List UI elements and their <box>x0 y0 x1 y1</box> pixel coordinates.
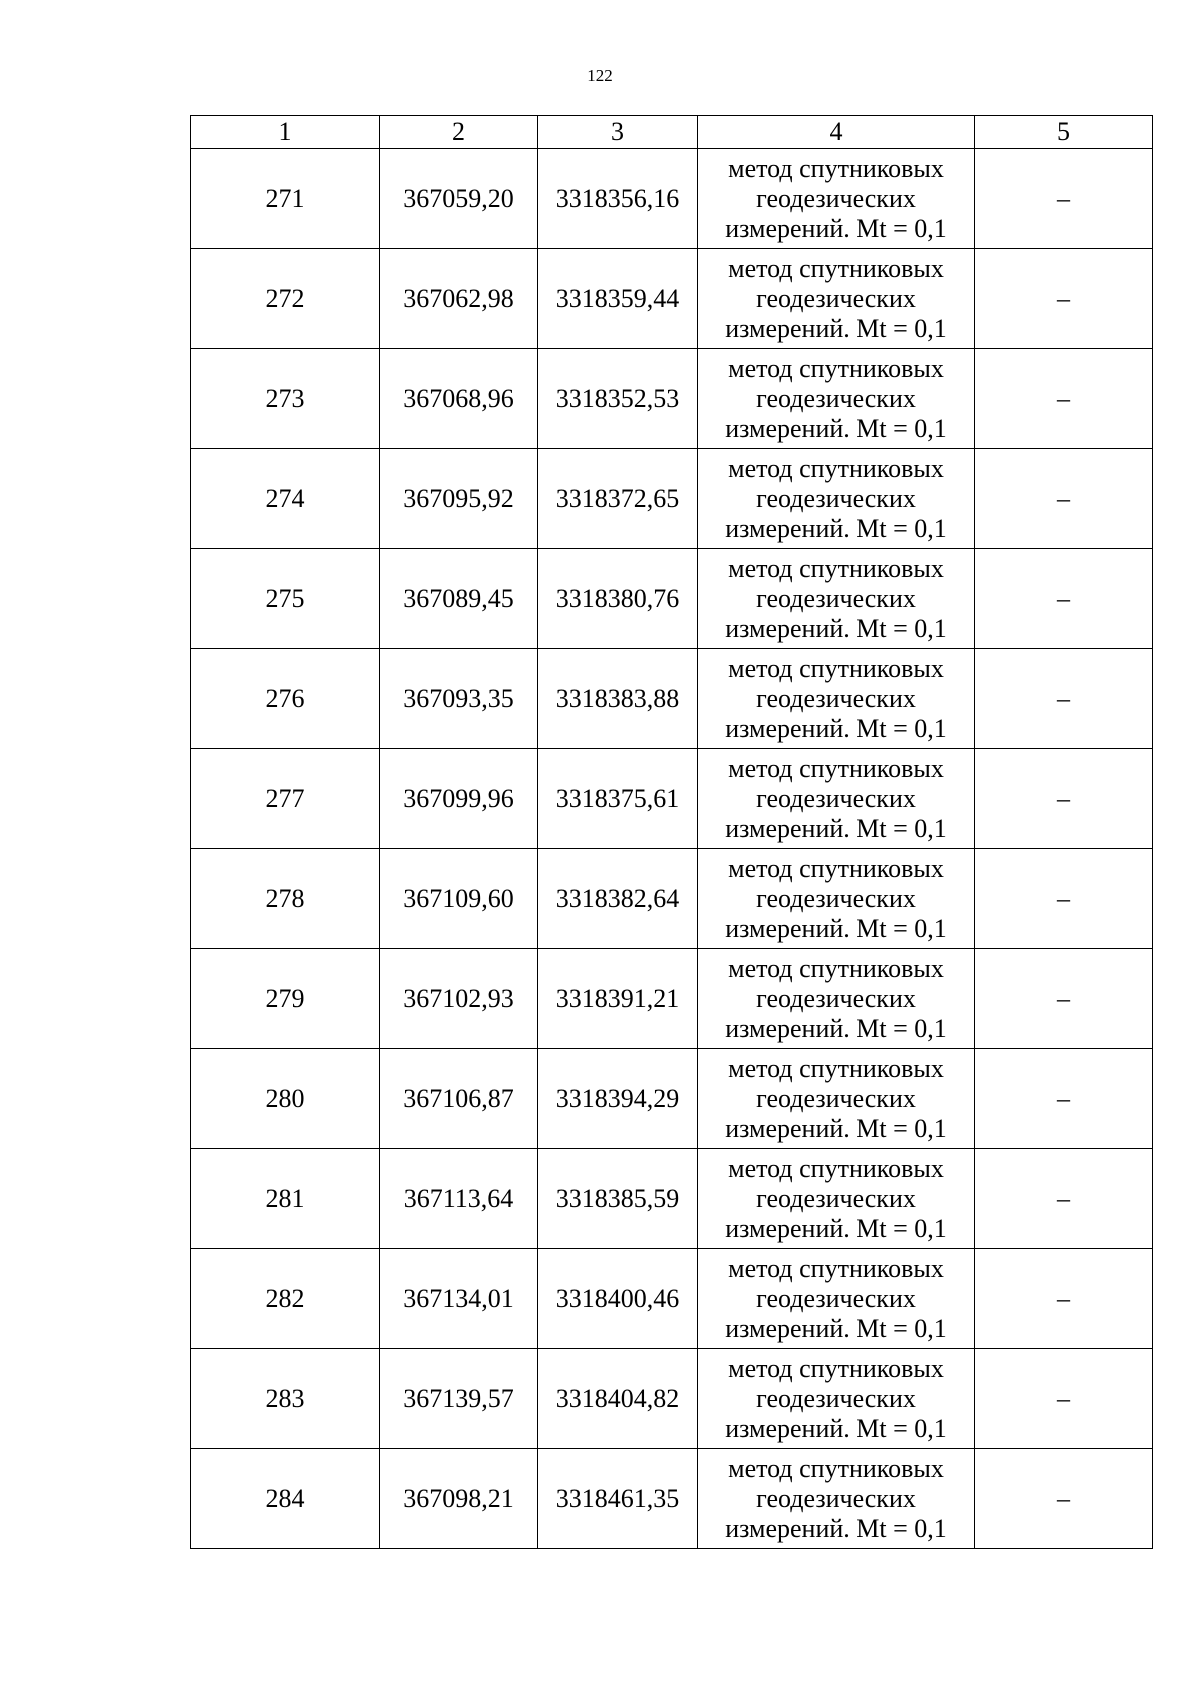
table-row <box>191 1149 1153 1249</box>
point-number-cell: 281 <box>191 1149 380 1249</box>
method-line: измерений. Mt = 0,1 <box>725 513 947 543</box>
x-coordinate-cell: 367098,21 <box>380 1449 538 1549</box>
coordinates-table <box>190 115 1153 1549</box>
x-coordinate-cell: 367068,96 <box>380 349 538 449</box>
method-line: измерений. Mt = 0,1 <box>725 1113 947 1143</box>
method-line: метод спутниковых <box>728 853 944 883</box>
y-coordinate-cell: 3318394,29 <box>538 1049 698 1149</box>
method-line: метод спутниковых <box>728 1353 944 1383</box>
point-number-cell: 278 <box>191 849 380 949</box>
table-row <box>191 1449 1153 1549</box>
point-number-cell: 283 <box>191 1349 380 1449</box>
y-coordinate-cell: 3318383,88 <box>538 649 698 749</box>
point-number-cell: 276 <box>191 649 380 749</box>
x-coordinate-cell: 367095,92 <box>380 449 538 549</box>
x-coordinate-cell: 367099,96 <box>380 749 538 849</box>
x-coordinate-cell: 367139,57 <box>380 1349 538 1449</box>
y-coordinate-cell: 3318391,21 <box>538 949 698 1049</box>
table-row <box>191 749 1153 849</box>
header-row <box>191 116 1153 149</box>
method-cell <box>698 1049 975 1149</box>
method-cell <box>698 1449 975 1549</box>
y-coordinate-cell: 3318404,82 <box>538 1349 698 1449</box>
point-number-cell: 280 <box>191 1049 380 1149</box>
method-line: метод спутниковых <box>728 953 944 983</box>
method-line: геодезических <box>756 1183 916 1213</box>
x-coordinate-cell: 367089,45 <box>380 549 538 649</box>
note-cell: – <box>975 1049 1153 1149</box>
point-number-cell: 279 <box>191 949 380 1049</box>
point-number-cell: 271 <box>191 149 380 249</box>
y-coordinate-cell: 3318400,46 <box>538 1249 698 1349</box>
method-line: метод спутниковых <box>728 353 944 383</box>
x-coordinate-cell: 367102,93 <box>380 949 538 1049</box>
method-line: измерений. Mt = 0,1 <box>725 413 947 443</box>
y-coordinate-cell: 3318375,61 <box>538 749 698 849</box>
table-row <box>191 449 1153 549</box>
method-line: геодезических <box>756 483 916 513</box>
x-coordinate-cell: 367093,35 <box>380 649 538 749</box>
method-line: геодезических <box>756 1483 916 1513</box>
y-coordinate-cell: 3318352,53 <box>538 349 698 449</box>
method-cell <box>698 1249 975 1349</box>
table-row <box>191 1349 1153 1449</box>
point-number-cell: 284 <box>191 1449 380 1549</box>
y-coordinate-cell: 3318382,64 <box>538 849 698 949</box>
method-cell <box>698 549 975 649</box>
table-row <box>191 949 1153 1049</box>
x-coordinate-cell: 367113,64 <box>380 1149 538 1249</box>
y-coordinate-cell: 3318372,65 <box>538 449 698 549</box>
y-coordinate-cell: 3318385,59 <box>538 1149 698 1249</box>
table-row <box>191 1249 1153 1349</box>
point-number-cell: 273 <box>191 349 380 449</box>
table-body <box>191 116 1153 1549</box>
method-line: геодезических <box>756 283 916 313</box>
point-number-cell: 274 <box>191 449 380 549</box>
method-line: геодезических <box>756 383 916 413</box>
table-row <box>191 149 1153 249</box>
y-coordinate-cell: 3318356,16 <box>538 149 698 249</box>
table-row <box>191 1049 1153 1149</box>
method-cell <box>698 749 975 849</box>
method-line: измерений. Mt = 0,1 <box>725 1413 947 1443</box>
method-cell <box>698 649 975 749</box>
method-line: измерений. Mt = 0,1 <box>725 1213 947 1243</box>
method-line: измерений. Mt = 0,1 <box>725 1513 947 1543</box>
note-cell: – <box>975 949 1153 1049</box>
method-line: геодезических <box>756 883 916 913</box>
header-cell-2: 2 <box>380 116 538 149</box>
table-row <box>191 249 1153 349</box>
x-coordinate-cell: 367062,98 <box>380 249 538 349</box>
note-cell: – <box>975 249 1153 349</box>
method-cell <box>698 249 975 349</box>
table-row <box>191 849 1153 949</box>
method-line: геодезических <box>756 1383 916 1413</box>
method-line: измерений. Mt = 0,1 <box>725 1313 947 1343</box>
note-cell: – <box>975 349 1153 449</box>
header-cell-5: 5 <box>975 116 1153 149</box>
note-cell: – <box>975 1149 1153 1249</box>
note-cell: – <box>975 849 1153 949</box>
page-number: 122 <box>587 66 613 85</box>
note-cell: – <box>975 749 1153 849</box>
method-line: метод спутниковых <box>728 153 944 183</box>
note-cell: – <box>975 449 1153 549</box>
header-cell-4: 4 <box>698 116 975 149</box>
method-line: измерений. Mt = 0,1 <box>725 1013 947 1043</box>
method-line: метод спутниковых <box>728 253 944 283</box>
method-line: измерений. Mt = 0,1 <box>725 713 947 743</box>
method-line: метод спутниковых <box>728 653 944 683</box>
method-cell <box>698 449 975 549</box>
note-cell: – <box>975 149 1153 249</box>
y-coordinate-cell: 3318359,44 <box>538 249 698 349</box>
y-coordinate-cell: 3318380,76 <box>538 549 698 649</box>
method-cell <box>698 349 975 449</box>
point-number-cell: 277 <box>191 749 380 849</box>
method-cell <box>698 1349 975 1449</box>
method-line: геодезических <box>756 183 916 213</box>
x-coordinate-cell: 367109,60 <box>380 849 538 949</box>
table-row <box>191 649 1153 749</box>
method-line: измерений. Mt = 0,1 <box>725 913 947 943</box>
method-cell <box>698 949 975 1049</box>
point-number-cell: 272 <box>191 249 380 349</box>
header-cell-1: 1 <box>191 116 380 149</box>
x-coordinate-cell: 367059,20 <box>380 149 538 249</box>
method-line: геодезических <box>756 683 916 713</box>
y-coordinate-cell: 3318461,35 <box>538 1449 698 1549</box>
method-line: геодезических <box>756 783 916 813</box>
method-line: метод спутниковых <box>728 753 944 783</box>
point-number-cell: 275 <box>191 549 380 649</box>
method-line: метод спутниковых <box>728 453 944 483</box>
method-line: геодезических <box>756 583 916 613</box>
method-cell <box>698 1149 975 1249</box>
note-cell: – <box>975 1349 1153 1449</box>
method-line: геодезических <box>756 1283 916 1313</box>
method-line: метод спутниковых <box>728 1253 944 1283</box>
note-cell: – <box>975 1449 1153 1549</box>
method-line: измерений. Mt = 0,1 <box>725 313 947 343</box>
method-line: метод спутниковых <box>728 1453 944 1483</box>
header-cell-3: 3 <box>538 116 698 149</box>
method-line: метод спутниковых <box>728 1053 944 1083</box>
note-cell: – <box>975 1249 1153 1349</box>
method-line: измерений. Mt = 0,1 <box>725 813 947 843</box>
method-line: измерений. Mt = 0,1 <box>725 213 947 243</box>
method-line: измерений. Mt = 0,1 <box>725 613 947 643</box>
note-cell: – <box>975 549 1153 649</box>
method-line: геодезических <box>756 983 916 1013</box>
x-coordinate-cell: 367134,01 <box>380 1249 538 1349</box>
x-coordinate-cell: 367106,87 <box>380 1049 538 1149</box>
method-line: метод спутниковых <box>728 1153 944 1183</box>
table-row <box>191 549 1153 649</box>
table-row <box>191 349 1153 449</box>
method-cell <box>698 849 975 949</box>
note-cell: – <box>975 649 1153 749</box>
method-cell <box>698 149 975 249</box>
point-number-cell: 282 <box>191 1249 380 1349</box>
method-line: геодезических <box>756 1083 916 1113</box>
method-line: метод спутниковых <box>728 553 944 583</box>
